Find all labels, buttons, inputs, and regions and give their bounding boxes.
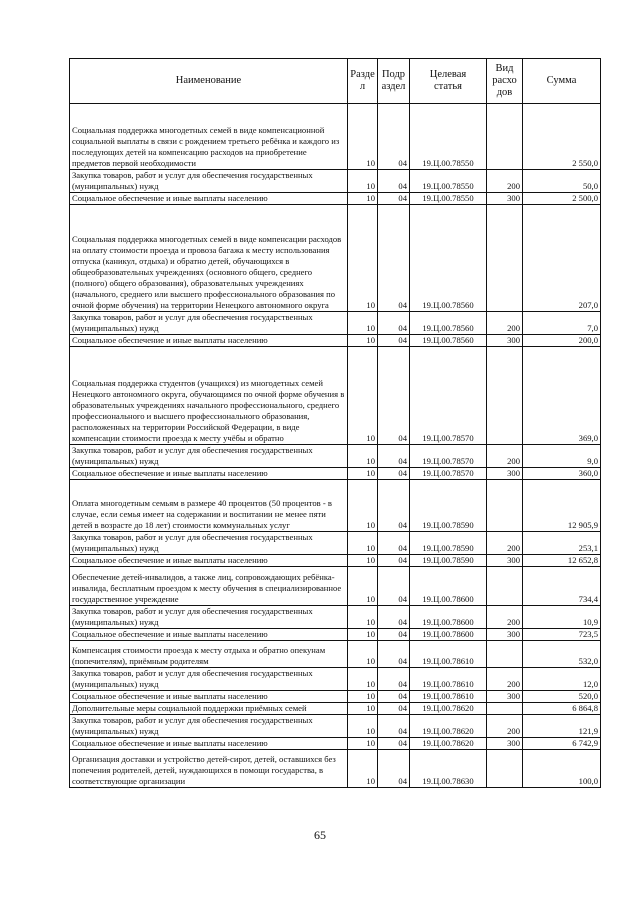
cell-summa: 532,0 <box>523 641 601 668</box>
cell-podrazdel: 04 <box>378 567 410 606</box>
cell-summa: 100,0 <box>523 750 601 788</box>
table-header-row <box>70 59 601 104</box>
table-row <box>70 480 601 532</box>
cell-razdel: 10 <box>348 703 378 715</box>
cell-celevaya-statya: 19.Ц.00.78570 <box>410 347 487 445</box>
table-row <box>70 691 601 703</box>
table-row <box>70 205 601 312</box>
cell-vid-raskhodov: 300 <box>487 335 523 347</box>
table-row <box>70 555 601 567</box>
table-row <box>70 104 601 170</box>
cell-podrazdel: 04 <box>378 691 410 703</box>
cell-summa: 12 652,8 <box>523 555 601 567</box>
table-row <box>70 335 601 347</box>
table-row <box>70 606 601 629</box>
cell-vid-raskhodov <box>487 750 523 788</box>
header-name: Наименование <box>70 59 348 104</box>
cell-celevaya-statya: 19.Ц.00.78550 <box>410 104 487 170</box>
cell-summa: 360,0 <box>523 468 601 480</box>
cell-razdel: 10 <box>348 629 378 641</box>
budget-sheet <box>69 58 600 788</box>
cell-podrazdel: 04 <box>378 335 410 347</box>
cell-podrazdel: 04 <box>378 750 410 788</box>
table-row <box>70 750 601 788</box>
cell-name: Социальное обеспечение и иные выплаты населению <box>70 468 348 480</box>
table-row <box>70 738 601 750</box>
cell-podrazdel: 04 <box>378 468 410 480</box>
cell-celevaya-statya: 19.Ц.00.78620 <box>410 738 487 750</box>
cell-vid-raskhodov <box>487 205 523 312</box>
cell-summa: 369,0 <box>523 347 601 445</box>
cell-vid-raskhodov: 300 <box>487 468 523 480</box>
cell-name: Дополнительные меры социальной поддержки приёмных семей <box>70 703 348 715</box>
cell-celevaya-statya: 19.Ц.00.78620 <box>410 715 487 738</box>
cell-name: Социальное обеспечение и иные выплаты населению <box>70 629 348 641</box>
cell-vid-raskhodov: 200 <box>487 532 523 555</box>
table-row <box>70 703 601 715</box>
cell-razdel: 10 <box>348 480 378 532</box>
cell-podrazdel: 04 <box>378 170 410 193</box>
cell-summa: 12,0 <box>523 668 601 691</box>
cell-name: Компенсация стоимости проезда к месту отдыха и обратно опекунам (попечителям), приёмным родителям <box>70 641 348 668</box>
cell-name: Социальное обеспечение и иные выплаты населению <box>70 691 348 703</box>
table-row <box>70 567 601 606</box>
cell-razdel: 10 <box>348 170 378 193</box>
cell-summa: 734,4 <box>523 567 601 606</box>
cell-podrazdel: 04 <box>378 641 410 668</box>
cell-razdel: 10 <box>348 532 378 555</box>
cell-name: Социальное обеспечение и иные выплаты населению <box>70 335 348 347</box>
cell-vid-raskhodov: 300 <box>487 193 523 205</box>
cell-podrazdel: 04 <box>378 445 410 468</box>
cell-name: Социальная поддержка многодетных семей в виде компенсационной социальной выплаты в связи с рождением третьего ребёнка и каждого из последующих детей на компенсацию расходов на приобретение предметов первой необходимости <box>70 104 348 170</box>
cell-vid-raskhodov <box>487 641 523 668</box>
cell-vid-raskhodov: 300 <box>487 629 523 641</box>
cell-vid-raskhodov: 300 <box>487 555 523 567</box>
cell-razdel: 10 <box>348 691 378 703</box>
cell-name: Социальная поддержка студентов (учащихся) из многодетных семей Ненецкого автономного округа, обучающимся по очной форме обучения в образовательных учреждениях начального профессионального, среднего профессионального и высшего профессионального образования, расположенных на территории Российской Федерации, в виде компенсации стоимости проезда к месту учёбы и обратно <box>70 347 348 445</box>
cell-vid-raskhodov: 200 <box>487 668 523 691</box>
cell-name: Закупка товаров, работ и услуг для обеспечения государственных (муниципальных) нужд <box>70 532 348 555</box>
table-row <box>70 641 601 668</box>
cell-summa: 9,0 <box>523 445 601 468</box>
cell-celevaya-statya: 19.Ц.00.78590 <box>410 480 487 532</box>
table-row <box>70 468 601 480</box>
cell-podrazdel: 04 <box>378 606 410 629</box>
cell-podrazdel: 04 <box>378 703 410 715</box>
page-number: 65 <box>314 828 326 842</box>
cell-summa: 7,0 <box>523 312 601 335</box>
cell-vid-raskhodov <box>487 347 523 445</box>
cell-razdel: 10 <box>348 606 378 629</box>
cell-summa: 253,1 <box>523 532 601 555</box>
cell-vid-raskhodov: 200 <box>487 312 523 335</box>
header-vid-raskhodov: Вид расхо дов <box>487 59 523 104</box>
cell-vid-raskhodov: 300 <box>487 691 523 703</box>
cell-celevaya-statya: 19.Ц.00.78570 <box>410 445 487 468</box>
cell-razdel: 10 <box>348 750 378 788</box>
cell-razdel: 10 <box>348 468 378 480</box>
cell-name: Закупка товаров, работ и услуг для обеспечения государственных (муниципальных) нужд <box>70 312 348 335</box>
cell-razdel: 10 <box>348 738 378 750</box>
cell-name: Закупка товаров, работ и услуг для обеспечения государственных (муниципальных) нужд <box>70 445 348 468</box>
header-celevaya-statya: Целевая статья <box>410 59 487 104</box>
header-summa: Сумма <box>523 59 601 104</box>
table-row <box>70 532 601 555</box>
cell-summa: 50,0 <box>523 170 601 193</box>
table-row <box>70 629 601 641</box>
cell-celevaya-statya: 19.Ц.00.78600 <box>410 629 487 641</box>
cell-podrazdel: 04 <box>378 312 410 335</box>
cell-celevaya-statya: 19.Ц.00.78590 <box>410 532 487 555</box>
header-razdel: Разде л <box>348 59 378 104</box>
cell-podrazdel: 04 <box>378 555 410 567</box>
cell-podrazdel: 04 <box>378 480 410 532</box>
cell-razdel: 10 <box>348 193 378 205</box>
cell-summa: 723,5 <box>523 629 601 641</box>
cell-celevaya-statya: 19.Ц.00.78610 <box>410 641 487 668</box>
cell-podrazdel: 04 <box>378 347 410 445</box>
cell-summa: 10,9 <box>523 606 601 629</box>
cell-celevaya-statya: 19.Ц.00.78600 <box>410 606 487 629</box>
cell-celevaya-statya: 19.Ц.00.78610 <box>410 668 487 691</box>
cell-summa: 2 500,0 <box>523 193 601 205</box>
cell-celevaya-statya: 19.Ц.00.78560 <box>410 335 487 347</box>
cell-vid-raskhodov: 200 <box>487 445 523 468</box>
cell-name: Социальное обеспечение и иные выплаты населению <box>70 193 348 205</box>
cell-celevaya-statya: 19.Ц.00.78560 <box>410 205 487 312</box>
cell-vid-raskhodov: 200 <box>487 606 523 629</box>
cell-name: Социальная поддержка многодетных семей в виде компенсации расходов на оплату стоимости проезда и провоза багажа к месту использования отпуска (каникул, отдыха) и обратно детей, обучающихся в общеобразовательных учреждениях (основного общего, среднего (полного) общего образования), образовательных учреждениях (начального, среднего или высшего профессионального образования по очной форме обучения) на территории Ненецкого автономного округа <box>70 205 348 312</box>
cell-podrazdel: 04 <box>378 532 410 555</box>
cell-vid-raskhodov <box>487 480 523 532</box>
table-row <box>70 193 601 205</box>
cell-celevaya-statya: 19.Ц.00.78600 <box>410 567 487 606</box>
cell-razdel: 10 <box>348 205 378 312</box>
cell-name: Социальное обеспечение и иные выплаты населению <box>70 555 348 567</box>
cell-vid-raskhodov <box>487 104 523 170</box>
cell-razdel: 10 <box>348 445 378 468</box>
cell-celevaya-statya: 19.Ц.00.78590 <box>410 555 487 567</box>
cell-razdel: 10 <box>348 104 378 170</box>
cell-celevaya-statya: 19.Ц.00.78570 <box>410 468 487 480</box>
cell-summa: 207,0 <box>523 205 601 312</box>
cell-razdel: 10 <box>348 715 378 738</box>
budget-table <box>69 58 601 788</box>
cell-vid-raskhodov <box>487 567 523 606</box>
cell-summa: 520,0 <box>523 691 601 703</box>
cell-razdel: 10 <box>348 567 378 606</box>
table-row <box>70 170 601 193</box>
cell-name: Закупка товаров, работ и услуг для обеспечения государственных (муниципальных) нужд <box>70 606 348 629</box>
cell-podrazdel: 04 <box>378 738 410 750</box>
table-row <box>70 445 601 468</box>
cell-celevaya-statya: 19.Ц.00.78630 <box>410 750 487 788</box>
table-row <box>70 715 601 738</box>
cell-celevaya-statya: 19.Ц.00.78610 <box>410 691 487 703</box>
table-row <box>70 312 601 335</box>
cell-celevaya-statya: 19.Ц.00.78550 <box>410 170 487 193</box>
cell-summa: 6 864,8 <box>523 703 601 715</box>
cell-razdel: 10 <box>348 668 378 691</box>
table-row <box>70 347 601 445</box>
cell-name: Закупка товаров, работ и услуг для обеспечения государственных (муниципальных) нужд <box>70 668 348 691</box>
cell-summa: 121,9 <box>523 715 601 738</box>
cell-summa: 12 905,9 <box>523 480 601 532</box>
cell-vid-raskhodov: 200 <box>487 715 523 738</box>
cell-celevaya-statya: 19.Ц.00.78550 <box>410 193 487 205</box>
cell-name: Закупка товаров, работ и услуг для обеспечения государственных (муниципальных) нужд <box>70 170 348 193</box>
cell-name: Организация доставки и устройство детей-сирот, детей, оставшихся без попечения родителей, детей, нуждающихся в помощи государства, в соответствующие организации <box>70 750 348 788</box>
cell-name: Закупка товаров, работ и услуг для обеспечения государственных (муниципальных) нужд <box>70 715 348 738</box>
cell-name: Обеспечение детей-инвалидов, а также лиц, сопровождающих ребёнка-инвалида, бесплатным проездом к месту обучения в специализированное государственное учреждение <box>70 567 348 606</box>
cell-razdel: 10 <box>348 347 378 445</box>
table-row <box>70 668 601 691</box>
cell-razdel: 10 <box>348 555 378 567</box>
cell-razdel: 10 <box>348 312 378 335</box>
cell-razdel: 10 <box>348 335 378 347</box>
cell-summa: 200,0 <box>523 335 601 347</box>
cell-podrazdel: 04 <box>378 104 410 170</box>
cell-podrazdel: 04 <box>378 715 410 738</box>
cell-podrazdel: 04 <box>378 193 410 205</box>
cell-razdel: 10 <box>348 641 378 668</box>
cell-podrazdel: 04 <box>378 629 410 641</box>
cell-vid-raskhodov: 200 <box>487 170 523 193</box>
header-podrazdel: Подр аздел <box>378 59 410 104</box>
cell-name: Социальное обеспечение и иные выплаты населению <box>70 738 348 750</box>
cell-podrazdel: 04 <box>378 205 410 312</box>
cell-podrazdel: 04 <box>378 668 410 691</box>
cell-celevaya-statya: 19.Ц.00.78620 <box>410 703 487 715</box>
cell-vid-raskhodov <box>487 703 523 715</box>
cell-summa: 2 550,0 <box>523 104 601 170</box>
cell-vid-raskhodov: 300 <box>487 738 523 750</box>
cell-summa: 6 742,9 <box>523 738 601 750</box>
cell-name: Оплата многодетным семьям в размере 40 процентов (50 процентов - в случае, если семья имеет на содержании и воспитании не менее пяти детей в возрасте до 18 лет) стоимости коммунальных услуг <box>70 480 348 532</box>
cell-celevaya-statya: 19.Ц.00.78560 <box>410 312 487 335</box>
